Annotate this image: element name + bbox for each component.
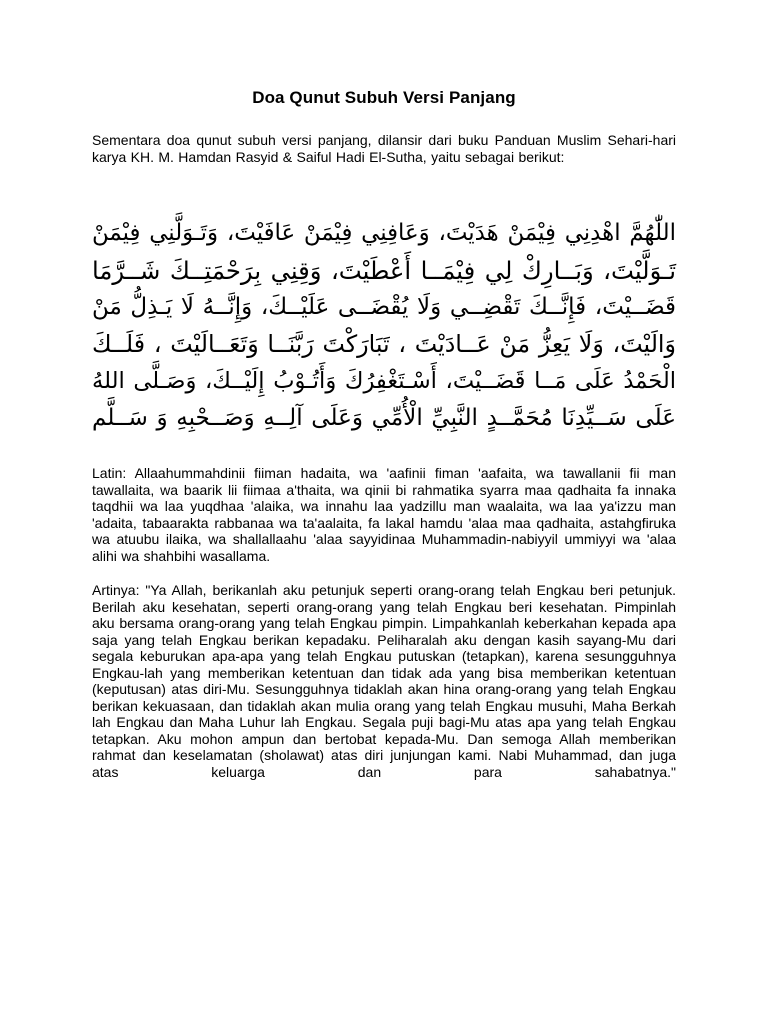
page-title: Doa Qunut Subuh Versi Panjang (252, 88, 516, 107)
translation-paragraph: Artinya: "Ya Allah, berikanlah aku petunjuk seperti orang-orang telah Engkau beri petunjuk. Berilah aku kesehatan, seperti orang-orang yang telah Engkau beri kesehatan. Pimpinlah aku bersama orang-orang yang telah Engkau pimpin. Limpahkanlah keberkahan kepada apa saja yang telah Engkau berikan kepadaku. Peliharalah aku dengan kasih sayang-Mu dari segala keburukan apa-apa yang telah Engkau putuskan (tetapkan), karena sesungguhnya Engkau-lah yang memberikan ketentuan dan tidak ada yang bisa memberikan ketentuan (keputusan) atas diri-Mu. Sesungguhnya tidaklah akan hina orang-orang yang telah Engkau berikan kekuasaan, dan tidaklah akan mulia orang yang telah Engkau musuhi, Maha Berkah lah Engkau dan Maha Luhur lah Engkau. Segala puji bagi-Mu atas apa yang telah Engkau tetapkan. Aku mohon ampun dan bertobat kepada-Mu. Dan semoga Allah memberikan rahmat dan keselamatan (sholawat) atas diri junjungan kami. Nabi Muhammad, dan juga atas keluarga dan para sahabatnya." (92, 582, 676, 780)
arabic-line: قَضَــيْتَ، فَإِنَّــكَ تَقْضِــي وَلَا يُقْضَــى عَلَيْــكَ، وَإِنَّــهُ لَا يَـذِلُّ مَنْ (92, 294, 676, 320)
arabic-line: وَالَيْتَ، وَلَا يَعِزُّ مَنْ عَــادَيْتَ ، تَبَارَكْتَ رَبَّنَــا وَتَعَــالَيْتَ ، فَلَــكَ (92, 330, 676, 358)
intro-paragraph: Sementara doa qunut subuh versi panjang, dilansir dari buku Panduan Muslim Sehari-hari karya KH. M. Hamdan Rasyid & Saiful Hadi El-Sutha, yaitu sebagai berikut: (92, 132, 676, 165)
latin-transliteration: Latin: Allaahummahdinii fiiman hadaita, wa 'aafinii fiman 'aafaita, wa tawallanii fii man tawallaita, wa baarik lii fiimaa a'thaita, wa qinii bi rahmatika syarra maa qadhaita fa innaka taqdhii wa laa yuqdhaa 'alaika, wa innahu laa yadzillu man waalaita, wa laa ya'izzu man 'adaita, tabaarakta rabbanaa wa ta'aalaita, fa lakal hamdu 'alaa maa qadhaita, astahgfiruka wa atuubu ilaika, wa shallallaahu 'alaa sayyidinaa Muhammadin-nabiyyil ummiyyi wa 'alaa alihi wa shahbihi wasallama. (92, 465, 676, 564)
arabic-line: عَلَى سَــيِّدِنَا مُحَمَّــدٍ النَّبِيِّ الْأُمِّي وَعَلَى آلِــهِ وَصَــحْبِهِ وَ سَــلَّم (92, 405, 676, 431)
arabic-line: تَـوَلَّيْتَ، وَبَــارِكْ لِي فِيْمَــا أَعْطَيْتَ، وَقِنِي بِرَحْمَتِــكَ شَــرَّمَا (92, 256, 676, 285)
arabic-prayer-text (92, 215, 676, 437)
arabic-line: الْحَمْدُ عَلَى مَــا قَضَــيْتَ، أَسْـتَغْفِرُكَ وَأَتُـوْبُ إِلَيْــكَ، وَصَـلَّى اللهُ (92, 368, 676, 394)
arabic-line: اللّٰهُمَّ اهْدِنِي فِيْمَنْ هَدَيْتَ، وَعَافِنِي فِيْمَنْ عَافَيْتَ، وَتَـوَلَّنِي فِيْمَنْ (92, 220, 676, 246)
